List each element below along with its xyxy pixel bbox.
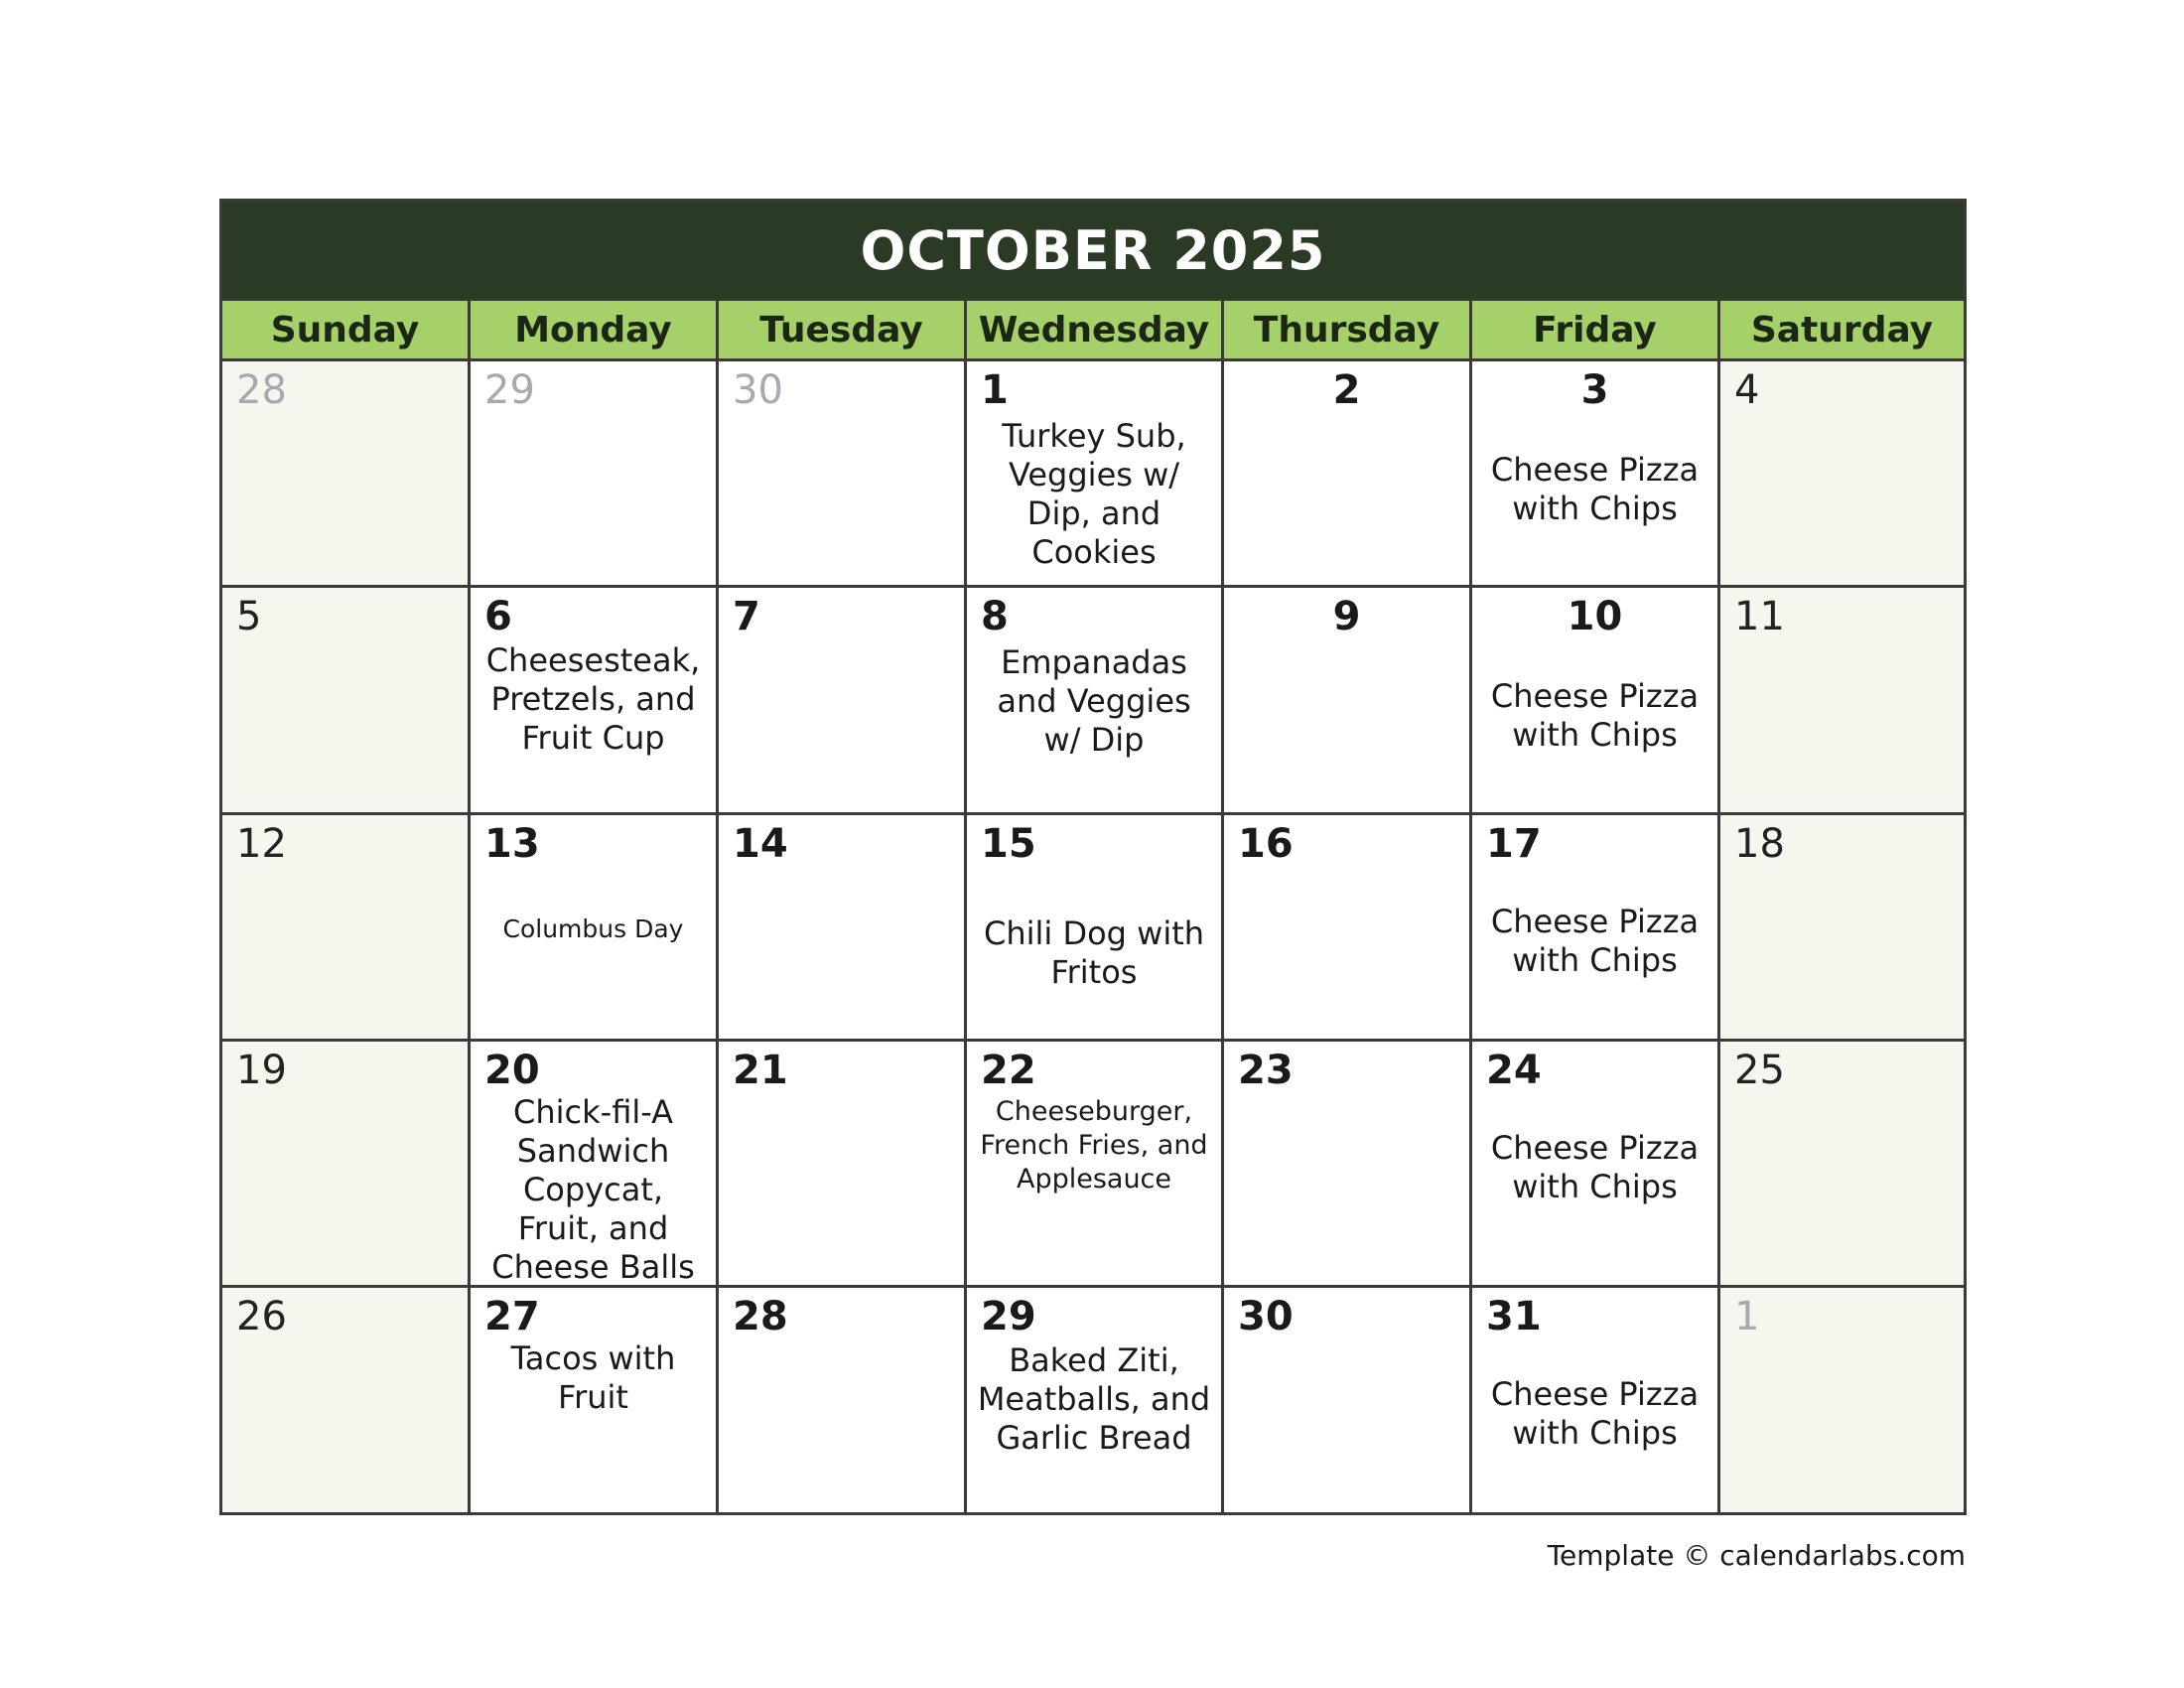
day-cell	[1224, 1288, 1472, 1512]
day-cell	[719, 588, 967, 815]
menu-item: Cheese Pizza with Chips	[1490, 903, 1700, 979]
day-cell	[967, 588, 1224, 815]
day-number: 28	[236, 367, 287, 413]
day-number: 19	[236, 1048, 287, 1093]
menu-item: Cheese Pizza with Chips	[1490, 1375, 1700, 1452]
weekday-header-row	[222, 301, 1964, 361]
day-number: 1	[1734, 1294, 1760, 1339]
menu-item: Tacos with Fruit	[510, 1339, 676, 1416]
day-number: 21	[733, 1048, 788, 1093]
day-number: 6	[484, 594, 512, 639]
day-number: 27	[484, 1294, 540, 1339]
day-number: 31	[1486, 1294, 1542, 1339]
menu-item: Chick-fil-A Sandwich Copycat, Fruit, and Cheese Balls	[491, 1093, 695, 1286]
day-number: 9	[1332, 594, 1361, 639]
day-cell	[1224, 815, 1472, 1042]
day-cell	[1720, 361, 1964, 588]
day-cell	[967, 1288, 1224, 1512]
day-number: 17	[1486, 821, 1542, 867]
weekday-saturday: Saturday	[1750, 309, 1934, 351]
day-cell	[222, 1288, 471, 1512]
day-cell	[719, 815, 967, 1042]
day-number: 13	[484, 821, 540, 867]
menu-item: Chili Dog with Fritos	[983, 914, 1205, 991]
day-number: 15	[981, 821, 1036, 867]
calendar	[219, 199, 1967, 1515]
day-cell	[222, 588, 471, 815]
day-cell	[1472, 1288, 1720, 1512]
day-number: 30	[1238, 1294, 1294, 1339]
menu-item: Cheesesteak, Pretzels, and Fruit Cup	[485, 641, 701, 757]
day-number: 24	[1486, 1048, 1542, 1093]
day-number: 14	[733, 821, 788, 867]
day-number: 3	[1580, 367, 1609, 413]
day-cell	[222, 1042, 471, 1288]
weekday-thursday: Thursday	[1224, 301, 1472, 358]
day-cell	[1224, 1042, 1472, 1288]
menu-item: Cheese Pizza with Chips	[1490, 677, 1700, 754]
day-cell	[471, 815, 719, 1042]
month-title: OCTOBER 2025	[222, 202, 1964, 301]
day-cell	[471, 1288, 719, 1512]
weekday-monday: Monday	[471, 301, 719, 358]
weekday-friday: Friday	[1472, 301, 1720, 358]
day-cell	[222, 361, 471, 588]
menu-item: Columbus Day	[502, 914, 684, 943]
day-cell	[1720, 588, 1964, 815]
day-number: 23	[1238, 1048, 1294, 1093]
day-number: 20	[484, 1048, 540, 1093]
day-cell	[1472, 361, 1720, 588]
day-number: 29	[981, 1294, 1036, 1339]
day-cell	[1720, 1288, 1964, 1512]
day-cell	[471, 1042, 719, 1288]
template-credit: Template © calendarlabs.com	[1547, 1539, 1966, 1572]
day-number: 30	[733, 367, 783, 413]
day-cell	[471, 588, 719, 815]
day-cell	[471, 361, 719, 588]
day-number: 11	[1734, 594, 1785, 639]
day-number: 2	[1332, 367, 1361, 413]
day-cell	[719, 361, 967, 588]
weekday-tuesday: Tuesday	[719, 301, 967, 358]
menu-item: Baked Ziti, Meatballs, and Garlic Bread	[977, 1341, 1211, 1457]
day-cell	[1224, 361, 1472, 588]
day-cell	[719, 1042, 967, 1288]
day-cell	[1224, 588, 1472, 815]
day-cell	[1720, 815, 1964, 1042]
weekday-sunday: Sunday	[222, 301, 471, 358]
day-cell	[1472, 1042, 1720, 1288]
day-number: 12	[236, 821, 287, 867]
menu-item: Cheese Pizza with Chips	[1490, 1129, 1700, 1205]
day-cell	[1720, 1042, 1964, 1288]
day-number: 25	[1734, 1048, 1785, 1093]
day-number: 5	[236, 594, 262, 639]
day-cell	[1472, 815, 1720, 1042]
day-cell	[719, 1288, 967, 1512]
day-number: 8	[981, 594, 1009, 639]
weekday-wednesday: Wednesday	[967, 301, 1224, 358]
day-number: 16	[1238, 821, 1294, 867]
calendar-grid	[222, 361, 1964, 1512]
day-number: 4	[1734, 367, 1760, 413]
day-cell	[967, 361, 1224, 588]
menu-item: Turkey Sub, Veggies w/ Dip, and Cookies	[1002, 417, 1186, 571]
day-number: 7	[733, 594, 760, 639]
day-number: 26	[236, 1294, 287, 1339]
day-cell	[222, 815, 471, 1042]
day-cell	[967, 815, 1224, 1042]
menu-item: Cheese Pizza with Chips	[1490, 451, 1700, 527]
menu-item: Empanadas and Veggies w/ Dip	[997, 643, 1191, 759]
day-cell	[967, 1042, 1224, 1288]
day-number: 1	[981, 367, 1009, 413]
day-number: 29	[484, 367, 535, 413]
day-number: 28	[733, 1294, 788, 1339]
day-number: 22	[981, 1048, 1036, 1093]
day-number: 10	[1567, 594, 1623, 639]
day-cell	[1472, 588, 1720, 815]
menu-item: Cheeseburger, French Fries, and Applesauce	[980, 1096, 1208, 1195]
day-number: 18	[1734, 821, 1785, 867]
